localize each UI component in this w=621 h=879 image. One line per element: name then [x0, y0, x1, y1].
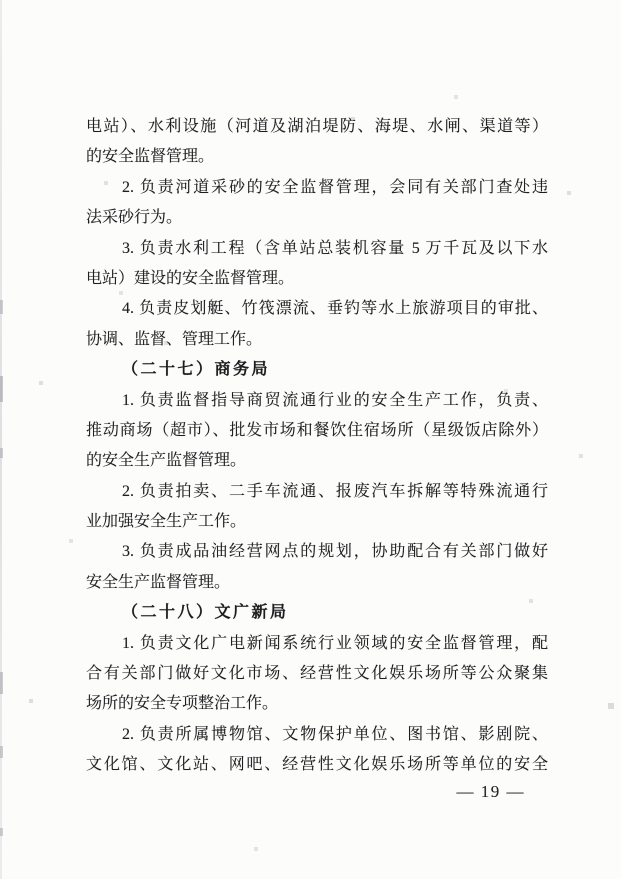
text-line: 1. 负责文化广电新闻系统行业领域的安全监督管理，配	[122, 634, 548, 652]
text-line: 法采砂行为。	[86, 209, 183, 227]
text-line: 电站）、水利设施（河道及湖泊堤防、海堤、水闸、渠道等）	[86, 118, 548, 135]
section-heading-27: （二十七）商务局	[122, 361, 271, 379]
text-line: 合有关部门做好文化市场、经营性文化娱乐场所等公众聚集	[86, 665, 548, 683]
scan-edge-artifact	[0, 300, 3, 314]
section-heading-28: （二十八）文广新局	[122, 604, 289, 622]
document-body-text	[86, 112, 548, 781]
text-line: 3. 负责水利工程（含单站总装机容量 5 万千瓦及以下水	[122, 239, 548, 257]
text-line: 2. 负责河道采砂的安全监督管理，会同有关部门查处违	[122, 178, 548, 196]
scan-edge-artifact	[0, 746, 3, 758]
text-line: 电站）建设的安全监督管理。	[86, 269, 295, 287]
text-line: 文化馆、文化站、网吧、经营性文化娱乐场所等单位的安全	[86, 756, 548, 774]
text-line: 安全生产监督管理。	[86, 573, 231, 591]
scan-edge-artifact	[0, 672, 3, 694]
text-line: 1. 负责监督指导商贸流通行业的安全生产工作，负责、	[122, 391, 548, 409]
page-number: — 19 —	[456, 782, 525, 801]
text-line: 的安全生产监督管理。	[86, 452, 247, 470]
text-line: 业加强安全生产工作。	[86, 513, 247, 531]
text-line: 4. 负责皮划艇、竹筏漂流、垂钓等水上旅游项目的审批、	[122, 300, 548, 318]
text-line: 场所的安全专项整治工作。	[86, 695, 279, 713]
text-line: 推动商场（超市）、批发市场和餐饮住宿场所（星级饭店除外）	[86, 421, 548, 439]
text-line: 协调、监督、管理工作。	[86, 330, 263, 348]
text-line: 3. 负责成品油经营网点的规划，协助配合有关部门做好	[122, 543, 548, 561]
text-line: 的安全监督管理。	[86, 148, 215, 166]
scan-edge-artifact	[0, 828, 3, 836]
text-line: 2. 负责所属博物馆、文物保护单位、图书馆、影剧院、	[122, 725, 548, 743]
scan-edge-artifact	[0, 448, 3, 458]
scan-edge-artifact	[0, 376, 3, 402]
text-line: 2. 负责拍卖、二手车流通、报废汽车拆解等特殊流通行	[122, 482, 548, 500]
scan-noise	[0, 0, 2, 2]
